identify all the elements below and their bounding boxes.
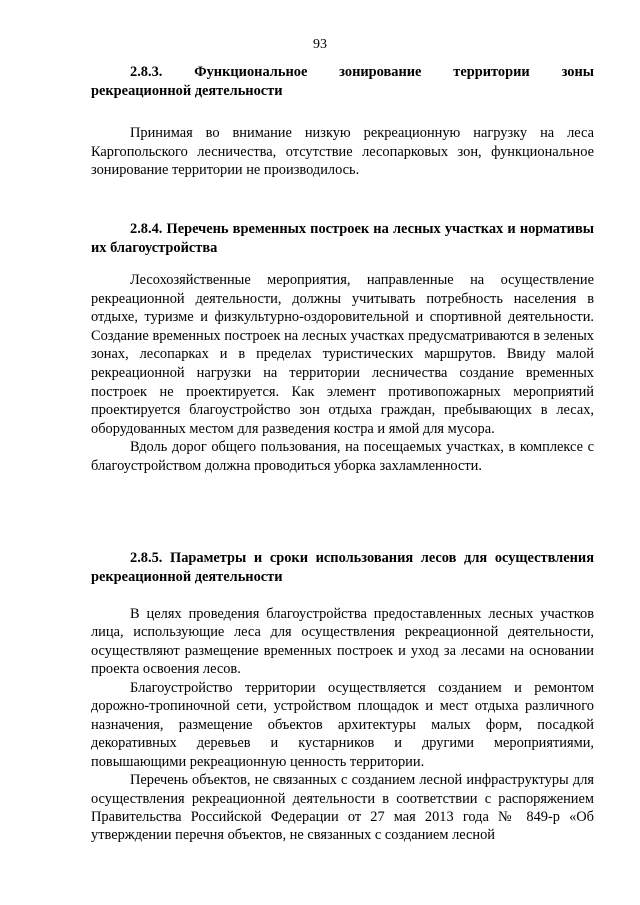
page-number: 93 [313,37,327,52]
paragraph: Принимая во внимание низкую рекреационную нагрузку на леса Каргопольского лесничества, отсутствие лесопарковых зон, функциональное зонирование территории не производилось. [91,125,594,179]
paragraph: В целях проведения благоустройства предоставленных лесных участков лица, использующие леса для осуществления рекреационной деятельности, осуществляют размещение временных построек и уход за лесами на основании проекта освоения лесов. [91,606,594,678]
section-heading-2-8-3: 2.8.3. Функциональное зонирование территории зоны рекреационной деятельности [91,64,594,99]
section-2-8-4-body [91,271,594,476]
paragraph: Лесохозяйственные мероприятия, направленные на осуществление рекреационной деятельности, должны учитывать потребность населения в отдыхе, туризме и физкультурно-оздоровительной и спортивной деятельности. Создание временных построек на лесных участках предусматриваются в зеленых зонах, лесопарках и в пределах туристических маршрутов. Ввиду малой рекреационной нагрузки на территории лесничества создание временных построек не проектируется. Как элемент противопожарных мероприятий проектируется благоустройство зон отдыха граждан, пребывающих в лесах, оборудованных местом для разведения костра и ямой для мусора. [91,272,594,437]
paragraph: Благоустройство территории осуществляется созданием и ремонтом дорожно-тропиночной сети, устройством площадок и мест отдыха различного назначения, размещение объектов архитектуры малых форм, посадкой декоративных деревьев и кустарников и другими мероприятиями, повышающими рекреационную ценность территории. [91,679,594,770]
section-heading-2-8-4: 2.8.4. Перечень временных построек на лесных участках и нормативы их благоустройства [91,221,594,256]
paragraph: Перечень объектов, не связанных с созданием лесной инфраструктуры для осуществления рекреационной деятельности в соответствии с распоряжением Правительства Российской Федерации от 27 мая 2013 года № 849-р «Об утверждении перечня объектов, не связанных с созданием лесной [91,772,594,844]
section-2-8-5-body [91,605,594,845]
section-heading-2-8-5: 2.8.5. Параметры и сроки использования лесов для осуществления рекреационной деятельности [91,550,594,585]
section-2-8-3-body [91,124,594,180]
paragraph: Вдоль дорог общего пользования, на посещаемых участках, в комплексе с благоустройством должна проводиться уборка захламленности. [91,439,594,474]
